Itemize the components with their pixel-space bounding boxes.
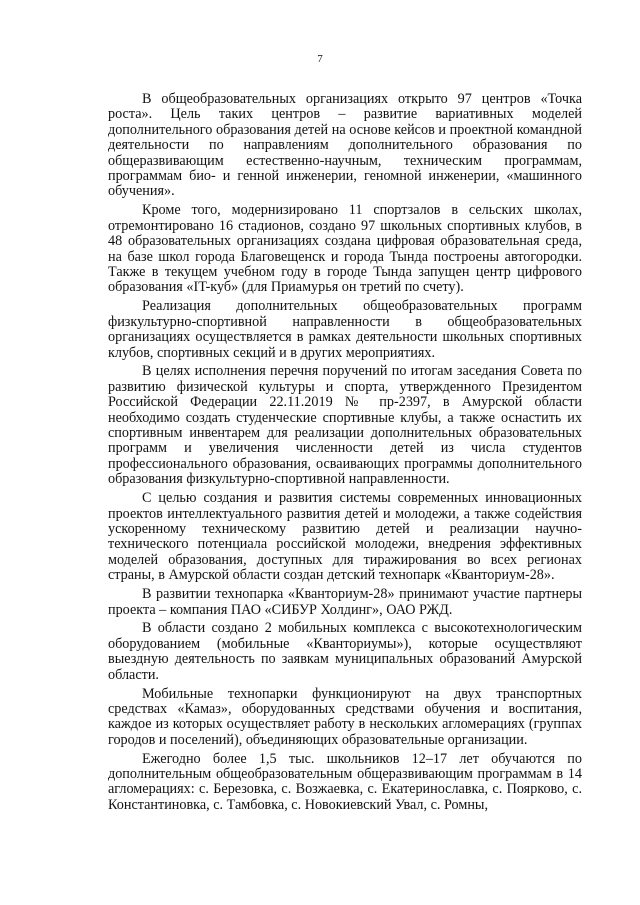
paragraph-7: В области создано 2 мобильных комплекса с высокотехнологическим оборудованием (мобильные «Кванториумы»), которые осуществляют выездную деятельность по заявкам муниципальных образований Амурской области.: [108, 620, 582, 683]
paragraph-1: В общеобразовательных организациях открыто 97 центров «Точка роста». Цель таких центров – развитие вариативных моделей дополнительного образования детей на основе кейсов и проектной командной деятельности по направлениям дополнительного образования по общеразвивающим естественно-научным, техническим программам, программам био- и генной инженерии, геномной инженерии, «машинного обучения».: [108, 91, 582, 200]
paragraph-5: С целью создания и развития системы современных инновационных проектов интеллектуального развития детей и молодежи, а также содействия ускоренному техническому развитию детей и реализации научно-технического потенциала российской молодежи, внедрения эффективных моделей образования, доступных для тиражирования во всех регионах страны, в Амурской области создан детский технопарк «Кванториум-28».: [108, 490, 582, 584]
paragraph-6: В развитии технопарка «Кванториум-28» принимают участие партнеры проекта – компания ПАО «СИБУР Холдинг», ОАО РЖД.: [108, 586, 582, 618]
paragraph-8: Мобильные технопарки функционируют на двух транспортных средствах «Камаз», оборудованных средствами обучения и воспитания, каждое из которых осуществляет работу в нескольких агломерациях (группах городов и поселений), объединяющих образовательные организации.: [108, 685, 582, 748]
paragraph-2: Кроме того, модернизировано 11 спортзалов в сельских школах, отремонтировано 16 стадионов, создано 97 школьных спортивных клубов, в 48 образовательных организациях создана цифровая образовательная среда, на базе школ города Благовещенск и города Тында построены автогородки. Также в текущем учебном году в городе Тында запущен центр цифрового образования «IT-куб» (для Приамурья он третий по счету).: [108, 202, 582, 296]
paragraph-9: Ежегодно более 1,5 тыс. школьников 12–17 лет обучаются по дополнительным общеобразовательным общеразвивающим программам в 14 агломерациях: с. Березовка, с. Возжаевка, с. Екатеринославка, с. Поярково, с. Константиновка, с. Тамбовка, с. Новокиевский Увал, с. Ромны,: [108, 750, 582, 813]
paragraph-3: Реализация дополнительных общеобразовательных программ физкультурно-спортивной направленности в общеобразовательных организациях осуществляется в рамках деятельности школьных спортивных клубов, спортивных секций и в других мероприятиях.: [108, 298, 582, 361]
page-number: 7: [317, 53, 323, 65]
paragraph-4: В целях исполнения перечня поручений по итогам заседания Совета по развитию физической культуры и спорта, утвержденного Президентом Российской Федерации 22.11.2019 № пр-2397, в Амурской области необходимо создать студенческие спортивные клубы, а также оснастить их спортивным инвентарем для реализации дополнительных образовательных программ и увеличения численности детей из числа студентов профессионального образования, осваивающих программы дополнительного образования физкультурно-спортивной направленности.: [108, 363, 582, 488]
document-body: [108, 92, 582, 813]
